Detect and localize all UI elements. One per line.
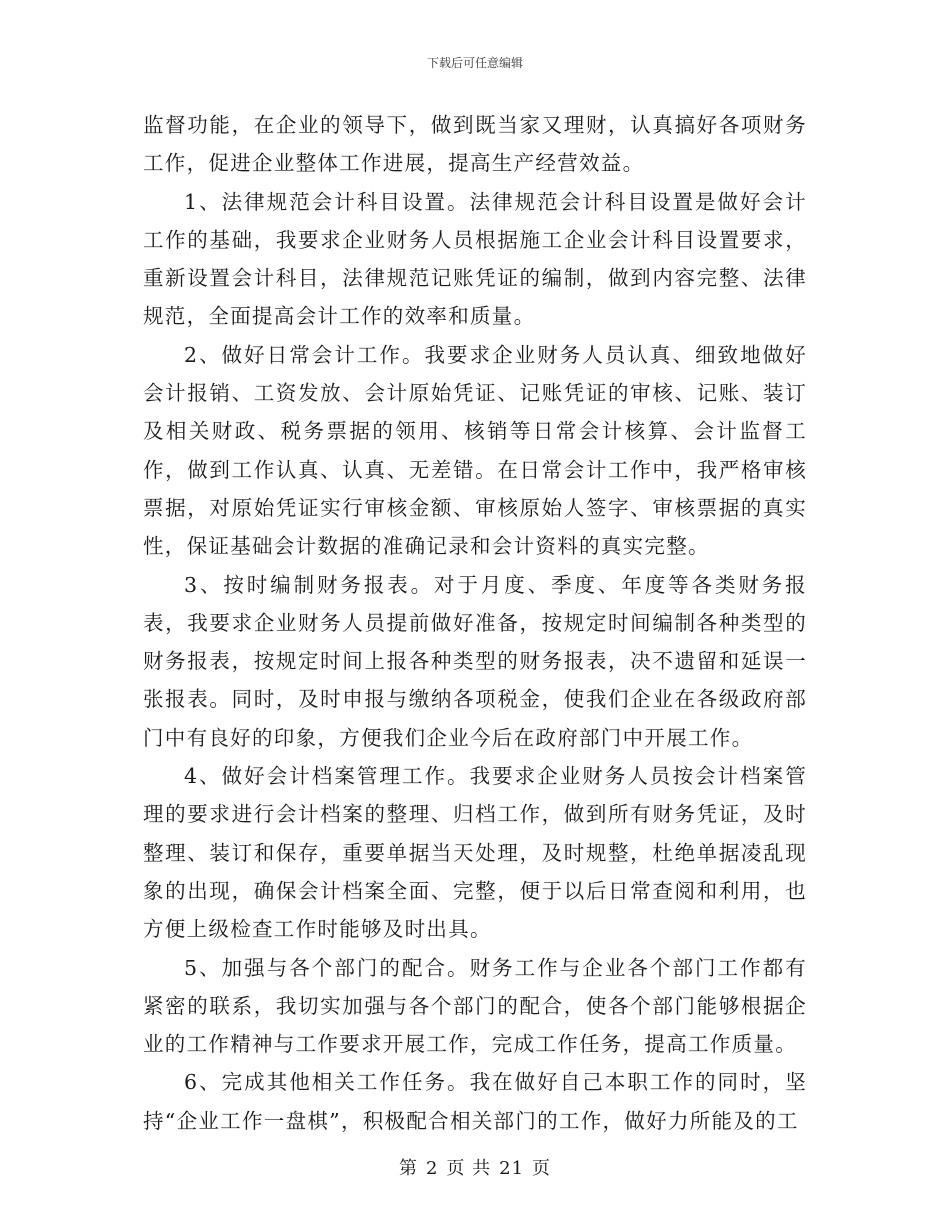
paragraph-continuation: 监督功能，在企业的领导下，做到既当家又理财，认真搞好各项财务工作，促进企业整体工作进展，提高生产经营效益。 (143, 113, 807, 176)
page-header: 下载后可任意编辑 (426, 56, 523, 70)
paragraph-item-5: 5、加强与各个部门的配合。财务工作与企业各个部门工作都有紧密的联系，我切实加强与各个部门的配合，使各个部门能够根据企业的工作精神与工作要求开展工作，完成工作任务，提高工作质量。 (143, 955, 807, 1057)
footer-total-pages: 21 (499, 1158, 525, 1179)
paragraph-item-6: 6、完成其他相关工作任务。我在做好自己本职工作的同时，坚持“企业工作一盘棋”，积极配合相关部门的工作，做好力所能及的工 (143, 1070, 807, 1133)
paragraph-item-4: 4、做好会计档案管理工作。我要求企业财务人员按会计档案管理的要求进行会计档案的整理、归档工作，做到所有财务凭证，及时整理、装订和保存，重要单据当天处理，及时规整，杜绝单据凌乱现象的出现，确保会计档案全面、完整，便于以后日常查阅和利用，也方便上级检查工作时能够及时出具。 (143, 764, 807, 942)
paragraph-item-2: 2、做好日常会计工作。我要求企业财务人员认真、细致地做好会计报销、工资发放、会计原始凭证、记账凭证的审核、记账、装订及相关财政、税务票据的领用、核销等日常会计核算、会计监督工作，做到工作认真、认真、无差错。在日常会计工作中，我严格审核票据，对原始凭证实行审核金额、审核原始人签字、审核票据的真实性，保证基础会计数据的准确记录和会计资料的真实完整。 (143, 342, 807, 559)
footer-suffix: 页 (532, 1158, 552, 1179)
page-footer (0, 1154, 950, 1180)
paragraph-item-1: 1、法律规范会计科目设置。法律规范会计科目设置是做好会计工作的基础，我要求企业财务人员根据施工企业会计科目设置要求，重新设置会计科目，法律规范记账凭证的编制，做到内容完整、法律规范，全面提高会计工作的效率和质量。 (143, 189, 807, 329)
document-body (143, 106, 807, 1140)
paragraph-item-3: 3、按时编制财务报表。对于月度、季度、年度等各类财务报表，我要求企业财务人员提前做好准备，按规定时间编制各种类型的财务报表，按规定时间上报各种类型的财务报表，决不遗留和延误一张报表。同时，及时申报与缴纳各项税金，使我们企业在各级政府部门中有良好的印象，方便我们企业今后在政府部门中开展工作。 (143, 572, 807, 750)
footer-middle: 页 共 (446, 1158, 492, 1179)
footer-page-number: 2 (425, 1158, 439, 1179)
footer-prefix: 第 (398, 1158, 418, 1179)
